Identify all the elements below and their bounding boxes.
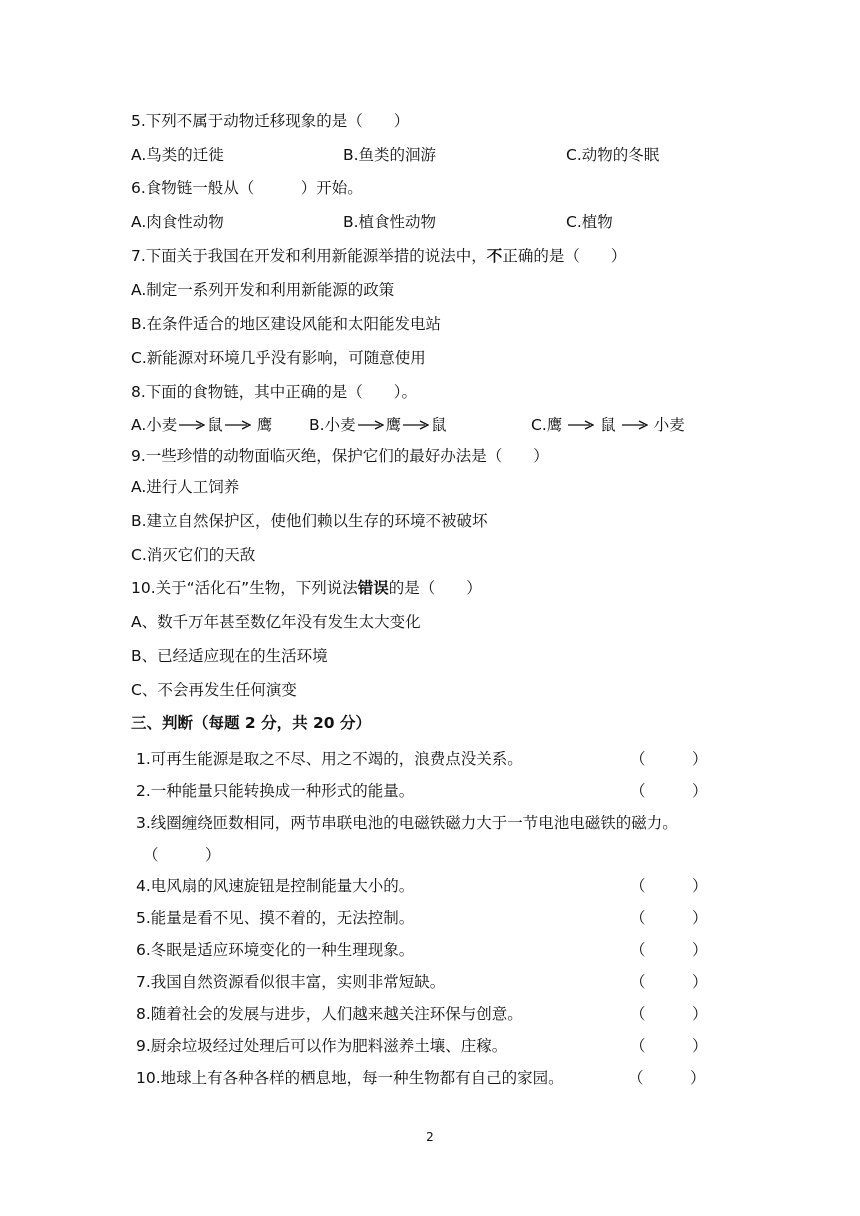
question-5-option-c: C.动物的冬眠 xyxy=(566,146,660,164)
judge-item-6: 6.冬眠是适应环境变化的一种生理现象。 xyxy=(136,941,415,959)
arrow-right-icon xyxy=(403,419,429,431)
answer-blank: （ ） xyxy=(630,782,708,800)
question-8-option-b xyxy=(309,414,447,436)
question-10-option-c: C、不会再发生任何演变 xyxy=(131,681,297,699)
question-7-stem-key: 不 xyxy=(486,247,503,265)
question-10-stem xyxy=(131,577,482,599)
judge-item-9: 9.厨余垃圾经过处理后可以作为肥料滋养土壤、庄稼。 xyxy=(136,1037,508,1055)
answer-blank: （ ） xyxy=(630,941,708,959)
question-6-option-a: A.肉食性动物 xyxy=(131,213,224,231)
question-7-option-b: B.在条件适合的地区建设风能和太阳能发电站 xyxy=(131,315,442,333)
chain-item: 鹰 xyxy=(546,416,563,434)
answer-blank: （ ） xyxy=(630,1005,708,1023)
question-5-option-b: B.鱼类的洄游 xyxy=(343,146,437,164)
arrow-right-icon xyxy=(358,419,384,431)
answer-blank: （ ） xyxy=(630,877,708,895)
answer-blank: （ ） xyxy=(143,846,221,864)
judge-item-4: 4.电风扇的风速旋钮是控制能量大小的。 xyxy=(136,877,415,895)
answer-blank: （ ） xyxy=(630,973,708,991)
question-10-option-b: B、已经适应现在的生活环境 xyxy=(131,647,328,665)
arrow-right-icon xyxy=(622,419,648,431)
question-10-stem-pre: 10.关于“活化石”生物，下列说法 xyxy=(131,579,358,597)
question-10-stem-key: 错误 xyxy=(357,579,389,597)
question-7-stem-post: 正确的是（ ） xyxy=(502,247,627,265)
question-6-option-c: C.植物 xyxy=(566,213,613,231)
arrow-right-icon xyxy=(568,419,594,431)
chain-item: 鹰 xyxy=(385,416,402,434)
question-5-option-a: A.鸟类的迁徙 xyxy=(131,146,224,164)
chain-label: A. xyxy=(131,416,147,434)
page-number: 2 xyxy=(426,1130,434,1144)
chain-item: 鼠 xyxy=(207,416,223,434)
question-9-stem: 9.一些珍惜的动物面临灭绝，保护它们的最好办法是（ ） xyxy=(131,447,549,465)
question-7-stem-pre: 7.下面关于我国在开发和利用新能源举措的说法中， xyxy=(131,247,487,265)
judge-item-3: 3.线圈缠绕匝数相同，两节串联电池的电磁铁磁力大于一节电池电磁铁的磁力。 xyxy=(136,814,678,832)
question-9-option-b: B.建立自然保护区，使他们赖以生存的环境不被破坏 xyxy=(131,512,488,530)
section-3-title: 三、判断（每题 2 分，共 20 分） xyxy=(131,714,371,732)
question-8-option-a xyxy=(131,414,272,436)
question-6-option-b: B.植食性动物 xyxy=(343,213,437,231)
question-7-option-c: C.新能源对环境几乎没有影响，可随意使用 xyxy=(131,349,426,367)
chain-item: 小麦 xyxy=(146,416,178,434)
answer-blank: （ ） xyxy=(630,1037,708,1055)
question-6-stem: 6.食物链一般从（ ）开始。 xyxy=(131,179,363,197)
question-7-stem xyxy=(131,245,626,267)
question-5-stem: 5.下列不属于动物迁移现象的是（ ） xyxy=(131,112,410,130)
chain-item: 鹰 xyxy=(256,416,273,434)
chain-label: C. xyxy=(531,416,547,434)
chain-item: 小麦 xyxy=(324,416,356,434)
question-10-stem-post: 的是（ ） xyxy=(388,579,482,597)
judge-item-1: 1.可再生能源是取之不尽、用之不竭的，浪费点没关系。 xyxy=(136,750,523,768)
judge-item-2: 2.一种能量只能转换成一种形式的能量。 xyxy=(136,782,415,800)
chain-item: 鼠 xyxy=(431,416,447,434)
question-9-option-c: C.消灭它们的天敌 xyxy=(131,546,256,564)
chain-label: B. xyxy=(309,416,325,434)
answer-blank: （ ） xyxy=(630,750,708,768)
judge-item-10: 10.地球上有各种各样的栖息地，每一种生物都有自己的家园。 xyxy=(136,1069,564,1087)
question-9-option-a: A.进行人工饲养 xyxy=(131,478,240,496)
judge-item-5: 5.能量是看不见、摸不着的，无法控制。 xyxy=(136,909,415,927)
question-8-option-c xyxy=(531,414,685,436)
judge-item-7: 7.我国自然资源看似很丰富，实则非常短缺。 xyxy=(136,973,446,991)
chain-item: 小麦 xyxy=(653,416,685,434)
answer-blank: （ ） xyxy=(628,1069,706,1087)
arrow-right-icon xyxy=(179,419,205,431)
chain-item: 鼠 xyxy=(600,416,616,434)
judge-item-8: 8.随着社会的发展与进步，人们越来越关注环保与创意。 xyxy=(136,1005,523,1023)
arrow-right-icon xyxy=(225,419,251,431)
answer-blank: （ ） xyxy=(630,909,708,927)
question-7-option-a: A.制定一系列开发和利用新能源的政策 xyxy=(131,281,395,299)
question-10-option-a: A、数千万年甚至数亿年没有发生太大变化 xyxy=(131,613,421,631)
question-8-stem: 8.下面的食物链，其中正确的是（ ）。 xyxy=(131,383,418,401)
